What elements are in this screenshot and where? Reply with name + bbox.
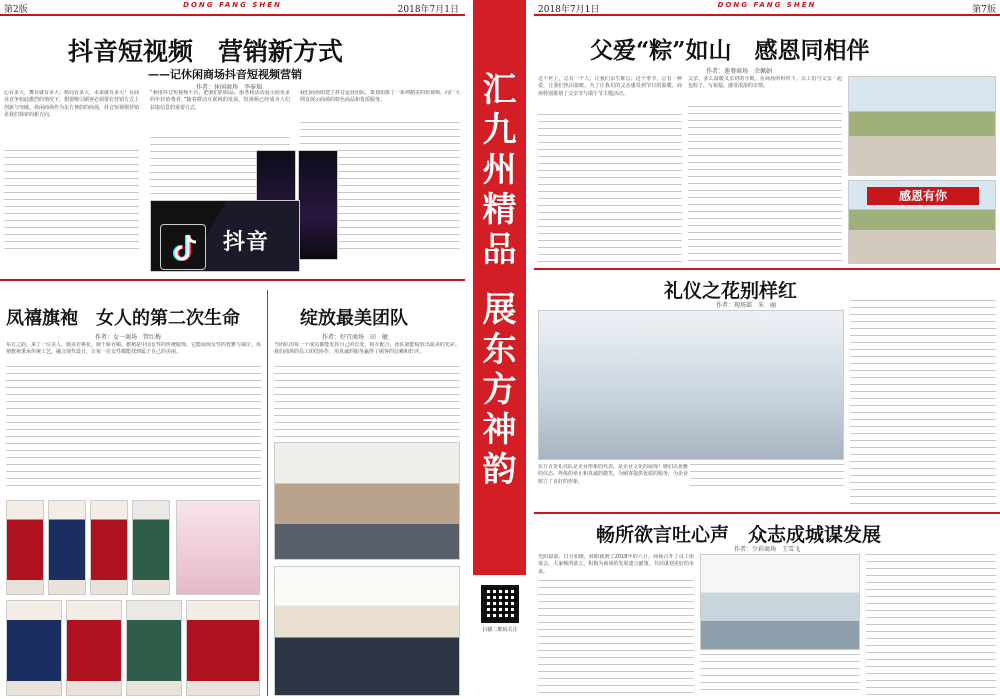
qipao-model-photo-3 xyxy=(90,500,128,595)
qipao-body-lines xyxy=(6,366,261,490)
slogan-char: 九 xyxy=(482,110,517,150)
forum-body-lines-2 xyxy=(700,654,860,696)
left-page xyxy=(0,0,465,699)
forum-body-lines-3 xyxy=(866,554,996,696)
page-number: 第7版 xyxy=(972,5,996,15)
qr-caption: 扫描二维码关注 xyxy=(482,627,518,633)
etiquette-body-text: 东方百货礼仪队是企业形象的代表，是企业文化的展现！她们以优雅的仪态、得体的举止和真诚的微笑，为顾客提供优质的服务，为企业树立了良好的形象。 xyxy=(538,464,688,484)
team-body-lines xyxy=(274,366,460,438)
fathers-day-lines-2 xyxy=(688,106,842,264)
qipao-model-photo-4 xyxy=(132,500,170,595)
event-banner: 感恩有你 xyxy=(867,187,979,205)
phone-screen-photo-2 xyxy=(298,150,338,260)
forum-body-lines-1 xyxy=(538,580,694,696)
etiquette-byline: 作者：现场部 朱 丽 xyxy=(716,302,777,309)
fathers-day-byline: 作者：莲葵商场 余佩娟 xyxy=(706,68,773,75)
banner-caption: 抖音 xyxy=(223,229,270,255)
issue-date: 2018年7月1日 xyxy=(538,5,600,15)
main-byline: 作者：休闲商场 李奉瑞 xyxy=(196,84,263,91)
main-body-text-3: 我们商场组建了抖音运营团队，策划拍摄了一系列精美的短视频，向广大网友展示商场的特色商品和优质服务。 xyxy=(300,90,460,104)
fathers-day-body-2: 父亲，多么温暖又亲切的字眼。在商场的组织下，员工们与父亲一起包粽子、写祝福，感受浓浓的亲情。 xyxy=(688,76,842,90)
fathers-day-body-1: 这个世上，总有一个人，让我们永生难忘；这个季节，总有一种爱，让我们热泪盈眶。为了让我们的父亲感受到节日的温暖，商场特别策划了父亲节与端午节主题活动。 xyxy=(538,76,682,97)
tiktok-logo-icon xyxy=(160,224,206,270)
column-divider xyxy=(267,290,268,696)
fathers-day-headline: 父爱“粽”如山 感恩同相伴 xyxy=(590,37,870,64)
main-subhead: ——记休闲商场抖音短视频营销 xyxy=(148,68,302,81)
fathers-day-lines-1 xyxy=(538,114,682,264)
team-group-photo-2 xyxy=(274,566,460,696)
newspaper-logo: DONG FANG SHEN xyxy=(183,1,282,9)
team-byline: 作者：好宜商场 田 敏 xyxy=(322,334,389,341)
etiquette-body-lines-1 xyxy=(690,464,844,492)
slogan-char: 神 xyxy=(482,410,517,450)
slogan-char: 东 xyxy=(482,330,517,370)
qipao-model-photo-8 xyxy=(186,600,260,696)
forum-byline: 作者：少彩商场 王雪飞 xyxy=(734,546,801,553)
slogan-char: 汇 xyxy=(482,70,517,110)
slogan-char: 方 xyxy=(482,370,517,410)
forum-body-text: 光阴似箭，日月如梭，转眼就到了2018年的六月。商场召开了员工座谈会，大家畅所欲言，积极为商场的发展建言献策，共同谋划美好的未来。 xyxy=(538,554,694,575)
issue-date: 2018年7月1日 xyxy=(397,5,459,15)
qipao-body-text: 东方之韵，来了一位美人。她美若桃花，她千娇百媚。旗袍是中国女性的传统服饰，它能展现女性的优雅与端庄。凤禧旗袍秉承传统工艺，融合现代设计，让每一位女性都能找到属于自己的美丽。 xyxy=(6,342,261,356)
team-headline: 绽放最美团队 xyxy=(300,308,408,329)
qipao-byline: 作者：女一商场 管红梅 xyxy=(95,334,162,341)
qipao-headline: 凤禧旗袍 女人的第二次生命 xyxy=(6,308,240,329)
slogan-char: 精 xyxy=(482,190,517,230)
qipao-model-photo-2 xyxy=(48,500,86,595)
slogan-char: 州 xyxy=(482,150,517,190)
etiquette-headline: 礼仪之花别样红 xyxy=(664,280,798,302)
team-body-text: 当团队的每一个成员都能发挥自己的长处，相互配合，团队就能绽放出最美的光彩。我们商场的员工团结协作，用真诚的服务赢得了顾客的信赖和好评。 xyxy=(274,342,460,356)
section-divider xyxy=(534,512,1000,514)
slogan-char: 韵 xyxy=(482,450,517,490)
main-body-lines-1 xyxy=(4,150,139,250)
spine-slogan xyxy=(465,70,534,490)
meeting-photo xyxy=(700,554,860,650)
qr-code[interactable] xyxy=(481,585,519,623)
main-headline: 抖音短视频 营销新方式 xyxy=(68,37,344,66)
qipao-model-photo-6 xyxy=(66,600,122,696)
team-group-photo-1 xyxy=(274,442,460,560)
slogan-char: 品 xyxy=(482,230,517,270)
zongzi-event-photo xyxy=(848,76,996,176)
fathers-day-event-photo xyxy=(848,180,996,264)
forum-headline: 畅所欲言吐心声 众志成城谋发展 xyxy=(596,524,882,546)
etiquette-team-photo xyxy=(538,310,844,460)
etiquette-body-lines-2 xyxy=(850,300,996,510)
center-spine xyxy=(465,0,534,699)
newspaper-logo: DONG FANG SHEN xyxy=(717,1,817,9)
right-page xyxy=(534,0,1000,699)
section-divider xyxy=(0,279,465,281)
page-number: 第2版 xyxy=(4,5,28,15)
main-body-text-2: “利用抖音短视频平台，把我们的商品、服务和活动展示给更多的年轻消费者。”随着移动互联网的发展，短视频已经成为人们获取信息的重要方式。 xyxy=(150,90,290,111)
section-divider xyxy=(534,268,1000,270)
qipao-model-photo-7 xyxy=(126,600,182,696)
right-page-header xyxy=(534,0,1000,16)
main-body-text-1: 心有多大，舞台就有多大；格局有多大，未来就有多大！在商业竞争如此激烈的情况下，想要吸引顾客必须要在营销方式上创新与突破。休闲商场作为东方神韵的商场，抖音短视频营销是我们探索的新方向。 xyxy=(4,90,139,119)
qipao-model-photo-1 xyxy=(6,500,44,595)
qipao-model-photo-5 xyxy=(6,600,62,696)
slogan-char: 展 xyxy=(482,290,517,330)
left-page-header xyxy=(0,0,465,16)
qipao-boutique-photo xyxy=(176,500,260,595)
